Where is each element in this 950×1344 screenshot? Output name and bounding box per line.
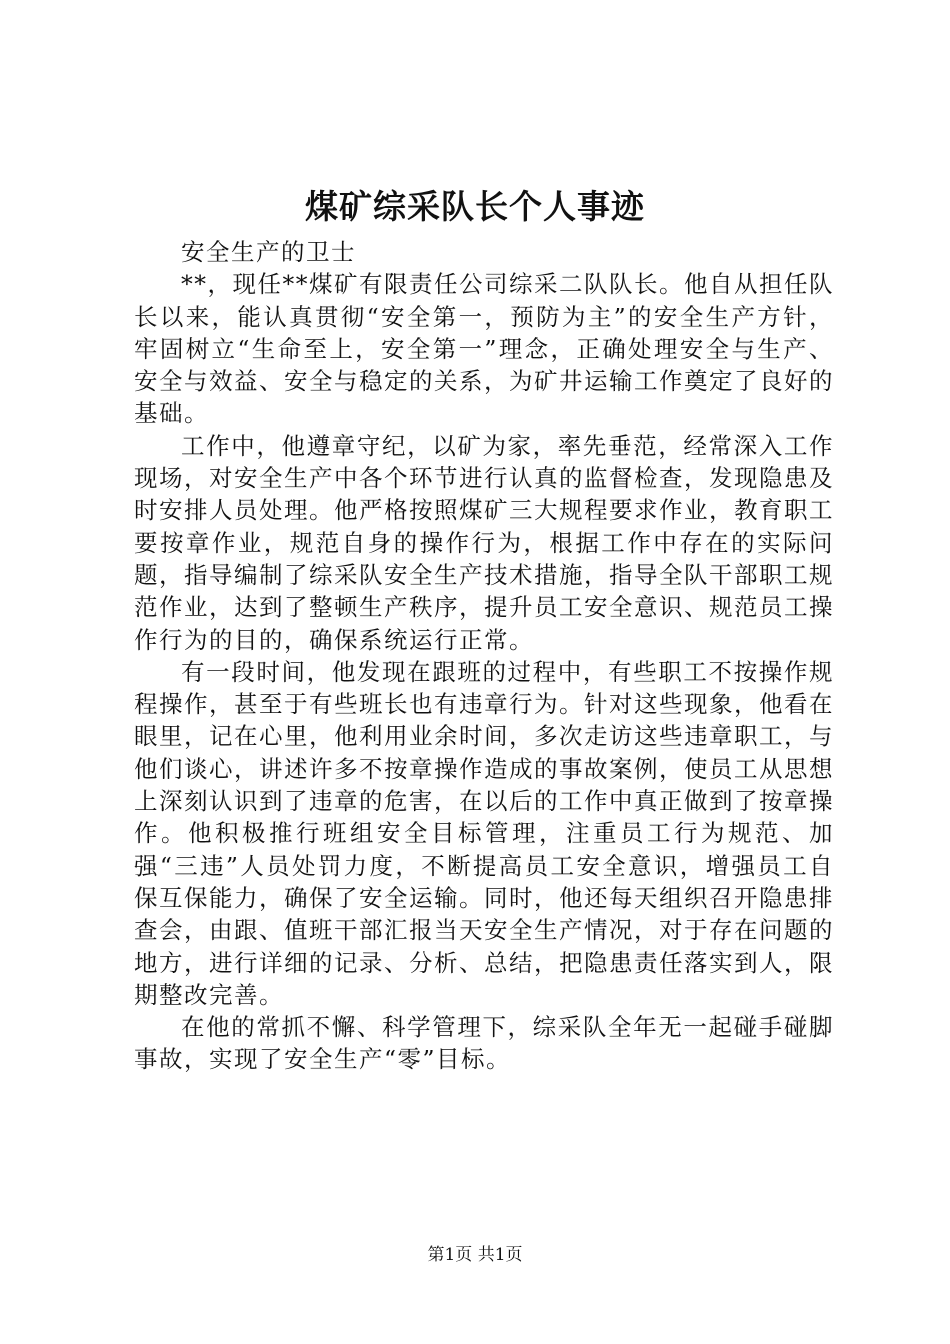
document-subtitle: 安全生产的卫士 [181, 238, 356, 266]
page-footer: 第1页 共1页 [427, 1245, 523, 1265]
paragraph-2: 工作中，他遵章守纪，以矿为家，率先垂范，经常深入工作现场，对安全生产中各个环节进行认真的监督检查，发现隐患及时安排人员处理。他严格按照煤矿三大规程要求作业，教育职工要按章作业，规范自身的操作行为，根据工作中存在的实际问题，指导编制了综采队安全生产技术措施，指导全队干部职工规范作业，达到了整顿生产秩序，提升员工安全意识、规范员工操作行为的目的，确保系统运行正常。 [134, 431, 834, 654]
paragraph-3: 有一段时间，他发现在跟班的过程中，有些职工不按操作规程操作，甚至于有些班长也有违章行为。针对这些现象，他看在眼里，记在心里，他利用业余时间，多次走访这些违章职工，与他们谈心，讲述许多不按章操作造成的事故案例，使员工从思想上深刻认识到了违章的危害，在以后的工作中真正做到了按章操作。他积极推行班组安全目标管理，注重员工行为规范、加强“三违”人员处罚力度，不断提高员工安全意识，增强员工自保互保能力，确保了安全运输。同时，他还每天组织召开隐患排查会，由跟、值班干部汇报当天安全生产情况，对于存在问题的地方，进行详细的记录、分析、总结，把隐患责任落实到人，限期整改完善。 [134, 657, 834, 1009]
paragraph-4: 在他的常抓不懈、科学管理下，综采队全年无一起碰手碰脚事故，实现了安全生产“零”目标。 [134, 1013, 834, 1074]
document-body [134, 236, 834, 1076]
document-title: 煤矿综采队长个人事迹 [305, 187, 645, 226]
paragraph-1: **，现任**煤矿有限责任公司综采二队队长。他自从担任队长以来，能认真贯彻“安全第一，预防为主”的安全生产方针，牢固树立“生命至上，安全第一”理念，正确处理安全与生产、安全与效益、安全与稳定的关系，为矿井运输工作奠定了良好的基础。 [134, 270, 834, 428]
